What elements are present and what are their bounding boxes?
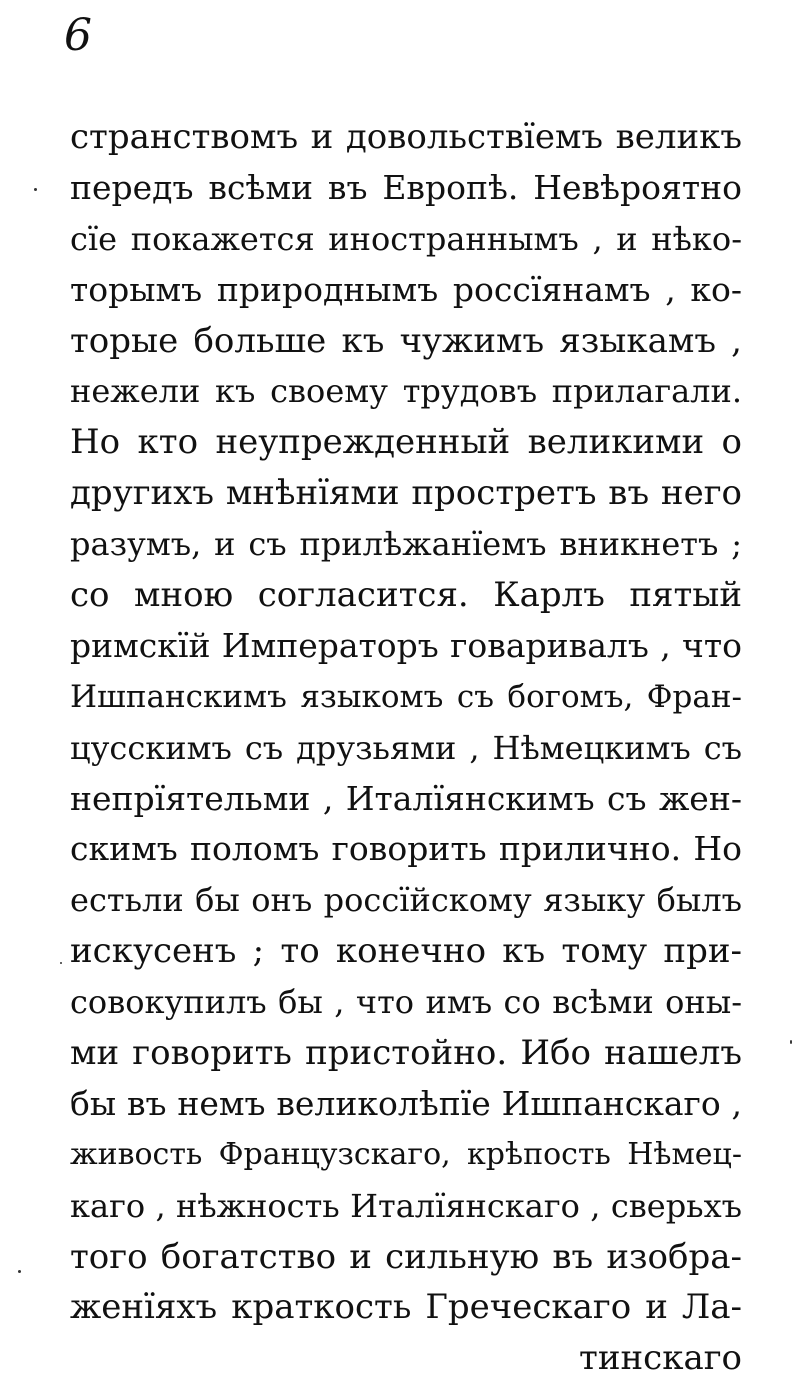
- text-line: скимъ поломъ говорить прилично. Но: [70, 829, 742, 869]
- text-line: сїе покажется иностраннымъ , и нѣко-: [70, 219, 742, 258]
- text-line: совокупилъ бы , что имъ со всѣми оны-: [70, 983, 742, 1022]
- text-line: торымъ природнымъ россїянамъ , ко-: [70, 269, 742, 309]
- text-line: разумъ, и съ прилѣжанїемъ вникнетъ ;: [70, 525, 742, 564]
- text-line: со мною согласится. Карлъ пятый: [70, 575, 742, 616]
- text-line: торые больше къ чужимъ языкамъ ,: [70, 320, 742, 361]
- text-line: бы въ немъ великолѣпїе Ишпанскаго ,: [70, 1083, 742, 1123]
- text-line: римскїй Императоръ говаривалъ , что: [70, 625, 742, 665]
- page-number: 6: [64, 10, 92, 61]
- text-line: женїяхъ краткость Греческаго и Ла-: [70, 1287, 742, 1328]
- paper-speck: [60, 962, 62, 964]
- text-line: живость Французскаго, крѣпость Нѣмец-: [70, 1136, 742, 1172]
- text-line: Ишпанскимъ языкомъ съ богомъ, Фран-: [70, 678, 742, 715]
- text-line: нежели къ своему трудовъ прилагали.: [70, 372, 742, 411]
- text-line: другихъ мнѣнїями простретъ въ него: [70, 473, 742, 514]
- text-line: естьли бы онъ россїйскому языку былъ: [70, 881, 742, 920]
- catchword: тинскаго: [579, 1338, 742, 1379]
- text-line: того богатство и сильную въ изобра-: [70, 1236, 742, 1277]
- text-line: странствомъ и довольствїемъ великъ: [70, 117, 742, 157]
- text-line: Но кто неупрежденный великими о: [70, 422, 742, 463]
- text-line: цусскимъ съ друзьями , Нѣмецкимъ съ: [70, 728, 742, 767]
- paper-speck: [34, 188, 37, 191]
- paper-speck: [18, 1270, 21, 1273]
- text-line: непрїятельми , Италїянскимъ съ жен-: [70, 778, 742, 818]
- text-line: передъ всѣми въ Европѣ. Невѣроятно: [70, 167, 742, 207]
- text-line: каго , нѣжность Италїянскаго , сверьхъ: [70, 1186, 742, 1225]
- text-line: искусенъ ; то конечно къ тому при-: [70, 931, 742, 972]
- body-text: [70, 112, 742, 1384]
- paper-speck: [790, 1040, 792, 1044]
- text-line: ми говорить пристойно. Ибо нашелъ: [70, 1033, 742, 1074]
